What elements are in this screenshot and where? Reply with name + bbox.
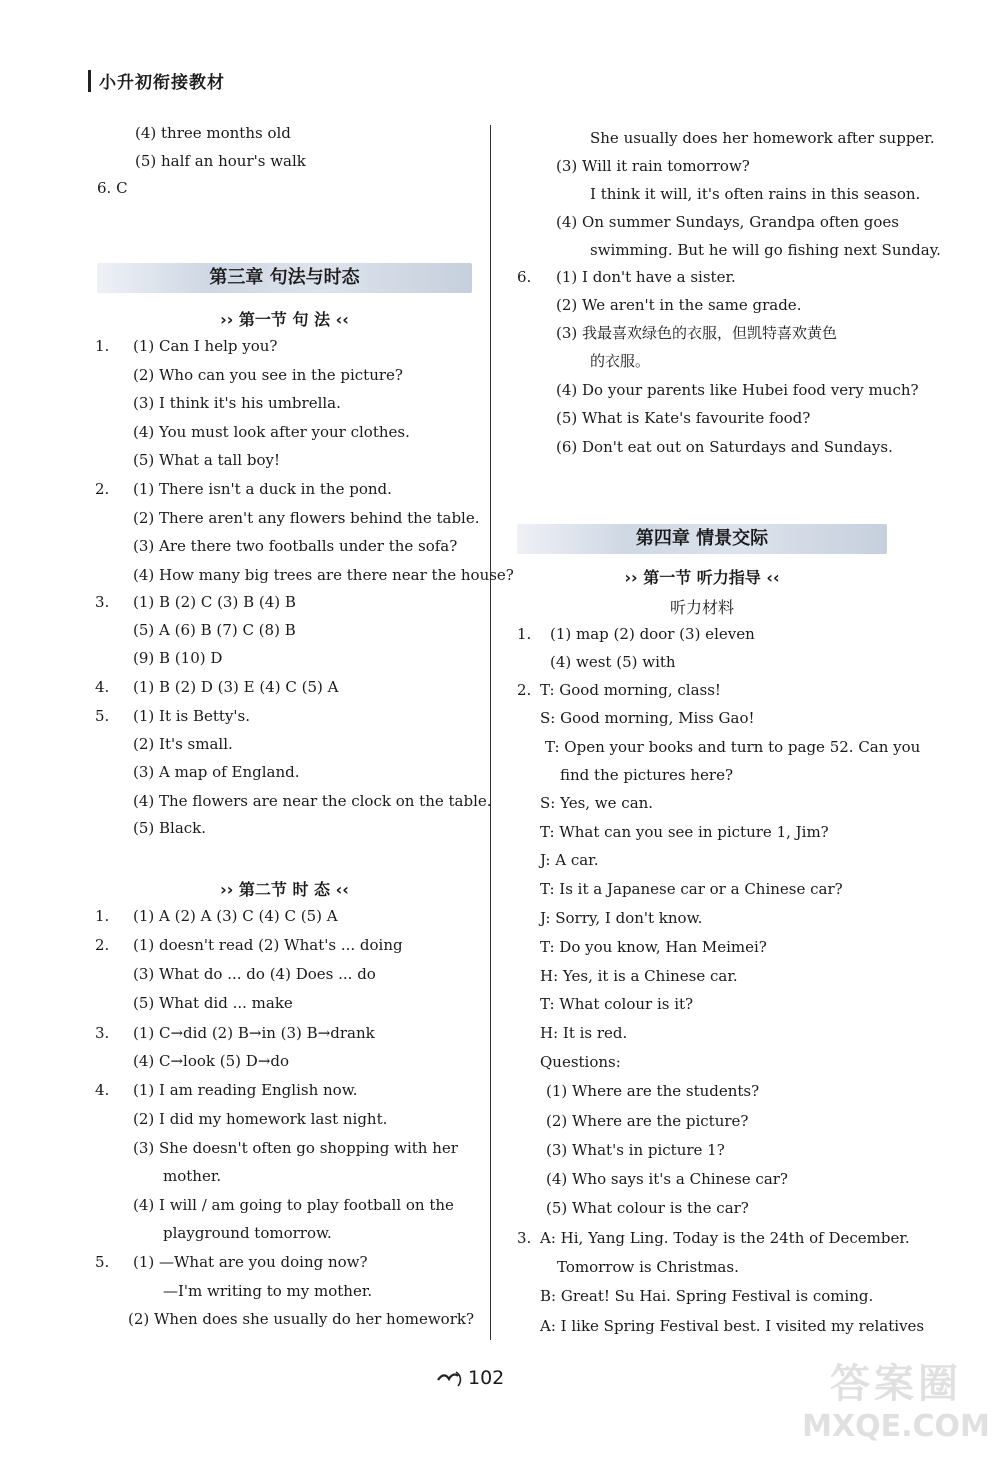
dialog-line: H: Yes, it is a Chinese car.: [540, 967, 738, 985]
listening-material-label: 听力材料: [669, 598, 734, 617]
answer-line: (1) Can I help you?: [133, 337, 278, 355]
answer-line: (5) A (6) B (7) C (8) B: [133, 621, 296, 639]
answer-line: (4) On summer Sundays, Grandpa often goes: [556, 213, 900, 231]
dialog-line: Questions:: [540, 1053, 621, 1071]
question-number: 5.: [95, 707, 110, 725]
answer-line: (5) What did ... make: [133, 994, 293, 1012]
dialog-line: T: What colour is it?: [540, 995, 694, 1013]
question-number: 5.: [95, 1253, 110, 1271]
dialog-line: T: Do you know, Han Meimei?: [540, 938, 767, 956]
running-header: [88, 68, 225, 93]
answer-line: (4) Do your parents like Hubei food very much?: [556, 381, 919, 399]
question-number: 6.: [517, 268, 532, 286]
question-number: 3.: [95, 593, 110, 611]
question-number: 4.: [95, 678, 110, 696]
answer-line: (3) 我最喜欢绿色的衣服，但凯特喜欢黄色: [556, 324, 838, 342]
answer-line: 的衣服。: [590, 352, 651, 370]
dialog-line: A: Hi, Yang Ling. Today is the 24th of December.: [540, 1229, 910, 1247]
answer-line: (3) She doesn't often go shopping with her: [133, 1139, 458, 1157]
answer-line: (1) map (2) door (3) eleven: [550, 625, 755, 643]
answer-line: (5) half an hour's walk: [135, 152, 306, 170]
answer-line: (2) When does she usually do her homework?: [128, 1310, 475, 1328]
column-divider: [490, 125, 491, 1340]
dialog-line: (1) Where are the students?: [546, 1082, 760, 1100]
page-footer: [436, 1367, 504, 1389]
watermark-logo-text: 答案圈: [830, 1361, 962, 1407]
answer-line: She usually does her homework after supper.: [590, 129, 935, 147]
answer-line: (5) Black.: [133, 819, 207, 837]
question-number: 3.: [517, 1229, 532, 1247]
answer-line: (4) I will / am going to play football on the: [133, 1196, 454, 1214]
chapter-4-banner: 第四章 情景交际: [517, 524, 887, 554]
answer-line: (2) Who can you see in the picture?: [133, 366, 403, 384]
answer-line: (4) C→look (5) D→do: [133, 1052, 290, 1070]
answer-line: (4) three months old: [135, 124, 291, 142]
answer-line: (1) I don't have a sister.: [556, 268, 736, 286]
dialog-line: J: Sorry, I don't know.: [540, 909, 703, 927]
answer-line: (1) I am reading English now.: [133, 1081, 358, 1099]
section-title: ›› 第二节 时 态 ‹‹: [220, 880, 349, 899]
answer-line: (1) There isn't a duck in the pond.: [133, 480, 392, 498]
answer-line: (1) —What are you doing now?: [133, 1253, 368, 1271]
answer-line: (1) B (2) C (3) B (4) B: [133, 593, 296, 611]
question-number: 1.: [517, 625, 532, 643]
answer-line: (3) Are there two footballs under the sofa?: [133, 537, 458, 555]
answer-line: (5) What is Kate's favourite food?: [556, 409, 811, 427]
section-title: ›› 第一节 句 法 ‹‹: [220, 310, 349, 329]
dialog-line: (3) What's in picture 1?: [546, 1141, 725, 1159]
dialog-line: B: Great! Su Hai. Spring Festival is coming.: [540, 1287, 874, 1305]
dialog-line: J: A car.: [540, 851, 599, 869]
answer-line: (3) A map of England.: [133, 763, 300, 781]
answer-line: (4) west (5) with: [550, 653, 676, 671]
dialog-line: S: Yes, we can.: [540, 794, 654, 812]
question-number: 1.: [95, 907, 110, 925]
section-title: ›› 第一节 听力指导 ‹‹: [624, 568, 780, 587]
answer-line: (9) B (10) D: [133, 649, 223, 667]
header-title: 小升初衔接教材: [99, 73, 225, 93]
header-bar: [88, 70, 91, 92]
site-watermark: [796, 1352, 996, 1452]
answer-line: (3) I think it's his umbrella.: [133, 394, 341, 412]
question-number: 4.: [95, 1081, 110, 1099]
answer-line: (5) What a tall boy!: [133, 451, 281, 469]
publisher-logo-icon: [436, 1368, 464, 1388]
watermark-url: MXQE.COM: [802, 1409, 990, 1444]
dialog-line: T: Is it a Japanese car or a Chinese car?: [540, 880, 843, 898]
dialog-line: (4) Who says it's a Chinese car?: [546, 1170, 788, 1188]
answer-line: swimming. But he will go fishing next Sunday.: [590, 241, 941, 259]
answer-line: (4) You must look after your clothes.: [133, 423, 410, 441]
dialog-line: H: It is red.: [540, 1024, 628, 1042]
answer-line: I think it will, it's often rains in this season.: [590, 185, 921, 203]
question-number: 2.: [95, 936, 110, 954]
answer-line: (1) A (2) A (3) C (4) C (5) A: [133, 907, 338, 925]
question-number: 2.: [517, 681, 532, 699]
question-number: 2.: [95, 480, 110, 498]
chapter-3-banner: 第三章 句法与时态: [97, 263, 472, 293]
dialog-line: find the pictures here?: [560, 766, 733, 784]
answer-line: (4) The flowers are near the clock on the table.: [133, 792, 492, 810]
dialog-line: (5) What colour is the car?: [546, 1199, 749, 1217]
answer-line: (3) Will it rain tomorrow?: [556, 157, 750, 175]
dialog-line: A: I like Spring Festival best. I visited my relatives: [540, 1317, 925, 1335]
dialog-line: S: Good morning, Miss Gao!: [540, 709, 755, 727]
page-number: 102: [468, 1367, 505, 1389]
dialog-line: T: Open your books and turn to page 52. Can you: [545, 738, 921, 756]
dialog-line: (2) Where are the picture?: [546, 1112, 749, 1130]
dialog-line: T: Good morning, class!: [540, 681, 721, 699]
answer-line: (4) How many big trees are there near the house?: [133, 566, 514, 584]
answer-line: (2) We aren't in the same grade.: [556, 296, 802, 314]
answer-line: playground tomorrow.: [163, 1224, 332, 1242]
answer-line: (1) It is Betty's.: [133, 707, 251, 725]
dialog-line: Tomorrow is Christmas.: [557, 1258, 739, 1276]
answer-line: (2) There aren't any flowers behind the table.: [133, 509, 480, 527]
answer-line: (3) What do ... do (4) Does ... do: [133, 965, 376, 983]
question-number: 3.: [95, 1024, 110, 1042]
answer-line: (2) I did my homework last night.: [133, 1110, 388, 1128]
answer-line: (1) C→did (2) B→in (3) B→drank: [133, 1024, 375, 1042]
answer-line: (1) B (2) D (3) E (4) C (5) A: [133, 678, 339, 696]
answer-line: 6. C: [97, 179, 128, 197]
answer-line: (2) It's small.: [133, 735, 233, 753]
question-number: 1.: [95, 337, 110, 355]
dialog-line: T: What can you see in picture 1, Jim?: [540, 823, 829, 841]
answer-line: mother.: [163, 1167, 222, 1185]
answer-line: (1) doesn't read (2) What's ... doing: [133, 936, 403, 954]
answer-line: (6) Don't eat out on Saturdays and Sundays.: [556, 438, 893, 456]
answer-line: —I'm writing to my mother.: [163, 1282, 373, 1300]
